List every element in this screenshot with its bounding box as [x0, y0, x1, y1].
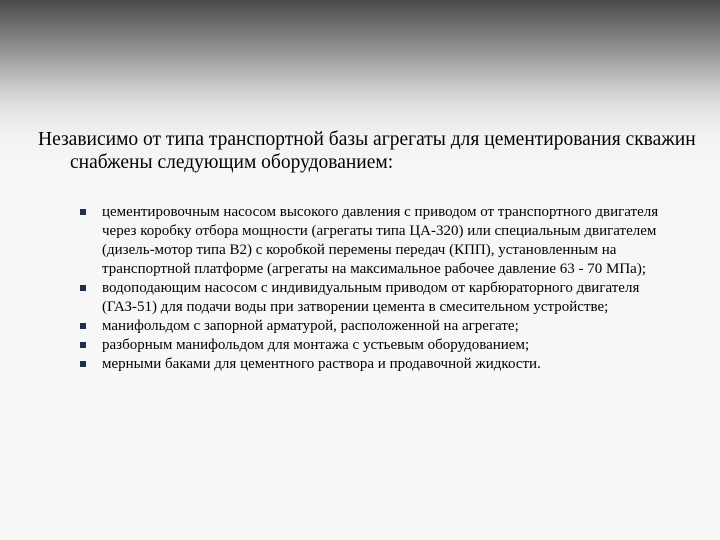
list-item-text: мерными баками для цементного раствора и продавочной жидкости.	[102, 356, 541, 372]
list-item	[80, 355, 692, 374]
list-item-text: разборным манифольдом для монтажа с устьевым оборудованием;	[102, 337, 530, 353]
list-item-text: цементировочным насосом высокого давления с приводом от транспортного двигателя через коробку отбора мощности (агрегаты типа ЦА-320) или специальным двигателем (дизель-мотор типа В2) с коробкой перемены передач (КПП), установленным на транспортной платформе (агрегаты на максимальное рабочее давление 63 - 70 МПа);	[102, 204, 659, 277]
list-item	[80, 336, 692, 355]
list-item-text: водоподающим насосом с индивидуальным приводом от карбюраторного двигателя (ГАЗ-51) для подачи воды при затворении цемента в смесительном устройстве;	[102, 280, 640, 315]
square-bullet-icon	[80, 209, 86, 215]
list-item	[80, 317, 692, 336]
square-bullet-icon	[80, 342, 86, 348]
list-item	[80, 279, 692, 317]
bullet-list	[80, 203, 692, 374]
square-bullet-icon	[80, 323, 86, 329]
list-item-text: манифольдом с запорной арматурой, расположенной на агрегате;	[102, 318, 519, 334]
square-bullet-icon	[80, 361, 86, 367]
square-bullet-icon	[80, 285, 86, 291]
list-item	[80, 203, 692, 279]
intro-text: Независимо от типа транспортной базы агрегаты для цементирования скважин снабжены следующим оборудованием:	[38, 129, 696, 173]
